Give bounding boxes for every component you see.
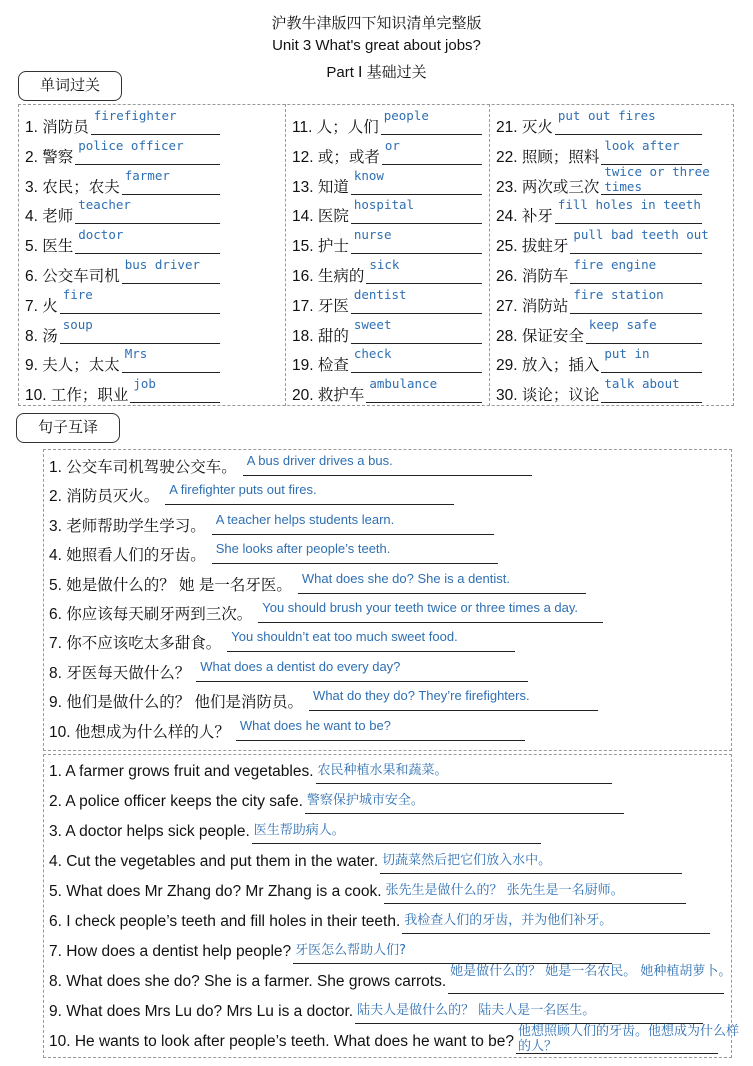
sentence-prompt: 9. What does Mrs Lu do? Mrs Lu is a doctor. <box>49 1003 354 1020</box>
vocab-answer-line[interactable] <box>601 194 702 195</box>
vocab-prompt: 8. 汤 <box>25 327 58 345</box>
vocab-answer-line[interactable] <box>122 194 220 195</box>
sentence-answer: You should brush your teeth twice or three times a day. <box>262 600 579 615</box>
vocab-answer-line[interactable] <box>122 283 220 284</box>
vocab-prompt: 5. 医生 <box>25 238 74 256</box>
vocab-answer: put out fires <box>557 108 656 123</box>
vocab-answer: police officer <box>78 137 184 153</box>
vocab-answer-line[interactable] <box>570 253 702 254</box>
vocab-answer-line[interactable] <box>555 223 702 224</box>
sentence-prompt: 1. A farmer grows fruit and vegetables. <box>49 763 314 780</box>
sentence-prompt: 10. He wants to look after people’s teeth. What does he want to be? <box>49 1033 515 1050</box>
vocab-answer: talk about <box>604 376 680 392</box>
unit-title: Unit 3 What's great about jobs? <box>272 37 481 54</box>
vocab-prompt: 21. 灭火 <box>496 119 553 136</box>
sentence-answer: She looks after people’s teeth. <box>215 541 391 557</box>
sentence-answer-line[interactable] <box>227 651 515 652</box>
sentence-answer: What does he want to be? <box>239 717 391 733</box>
vocab-answer: fire <box>62 286 93 302</box>
vocab-answer: doctor <box>78 227 124 243</box>
sentence-answer: A bus driver drives a bus. <box>246 453 393 468</box>
vocab-answer: bus driver <box>124 257 200 272</box>
vocab-answer: keep safe <box>588 316 657 332</box>
vocab-prompt: 26. 消防车 <box>496 268 569 285</box>
sentence-prompt: 1. 公交车司机驾驶公交车。 <box>49 459 237 476</box>
sentence-prompt: 8. 牙医每天做什么？ <box>49 664 191 682</box>
vocab-answer-line[interactable] <box>351 194 482 195</box>
sentence-answer-line[interactable] <box>212 534 494 535</box>
vocab-prompt: 18. 甜的 <box>292 327 349 345</box>
vocab-answer-line[interactable] <box>351 253 482 254</box>
vocab-prompt: 2. 警察 <box>25 148 74 166</box>
vocab-prompt: 3. 农民；农夫 <box>25 178 120 196</box>
vocab-answer: hospital <box>353 197 415 213</box>
sentence-answer: A firefighter puts out fires. <box>169 482 317 498</box>
sentence-answer: You shouldn’t eat too much sweet food. <box>231 629 458 645</box>
sentence-answer: 陆夫人是做什么的？ 陆夫人是一名医生。 <box>357 1003 596 1018</box>
vocab-prompt: 12. 或；或者 <box>292 148 380 166</box>
vocab-answer: soup <box>62 316 93 332</box>
sentence-answer-line[interactable] <box>316 783 613 784</box>
sentence-answer: 我检查人们的牙齿，并为他们补牙。 <box>404 913 613 928</box>
vocab-answer: put in <box>604 346 650 362</box>
vocab-answer: know <box>353 167 384 183</box>
vocab-answer-line[interactable] <box>351 343 482 344</box>
vocab-answer-line[interactable] <box>381 134 482 135</box>
vocab-prompt: 16. 生病的 <box>292 268 365 285</box>
vocab-answer: job <box>133 376 156 392</box>
vocab-prompt: 13. 知道 <box>292 178 349 196</box>
sentence-prompt: 6. I check people’s teeth and fill holes in their teeth. <box>49 913 401 930</box>
sentence-answer-line[interactable] <box>305 813 624 814</box>
vocab-answer: fire station <box>573 286 664 302</box>
sentence-prompt: 3. A doctor helps sick people. <box>49 823 250 840</box>
vocab-prompt: 22. 照顾；照料 <box>496 148 600 166</box>
vocab-prompt: 1. 消防员 <box>25 119 89 136</box>
vocab-answer-line[interactable] <box>586 343 702 344</box>
sentence-answer-line[interactable] <box>258 622 603 623</box>
vocab-prompt: 25. 拔蛀牙 <box>496 238 569 256</box>
sentence-answer-line[interactable] <box>243 475 532 476</box>
sentence-answer: 医生帮助病人。 <box>253 823 345 838</box>
sentence-answer: What do they do? They’re firefighters. <box>313 688 530 704</box>
vocab-answer: twice or three times <box>604 163 710 194</box>
vocab-answer-line[interactable] <box>601 402 702 403</box>
sentence-answer: 牙医怎么帮助人们? <box>295 943 407 958</box>
vocab-prompt: 9. 夫人；太太 <box>25 357 120 375</box>
vocab-answer-line[interactable] <box>570 313 702 314</box>
vocab-answer: firefighter <box>93 108 177 123</box>
vocab-answer: dentist <box>353 286 407 302</box>
vocab-answer-line[interactable] <box>601 372 702 373</box>
vocab-prompt: 23. 两次或三次 <box>496 178 600 196</box>
vocab-answer: nurse <box>353 227 392 243</box>
sentence-answer-line[interactable] <box>298 593 586 594</box>
vocab-answer: people <box>383 108 429 123</box>
vocab-answer: ambulance <box>369 376 438 392</box>
vocab-prompt: 28. 保证安全 <box>496 327 584 345</box>
vocab-answer-line[interactable] <box>60 343 220 344</box>
sentence-answer: 切蔬菜然后把它们放入水中。 <box>382 853 552 868</box>
sentence-answer-line[interactable] <box>309 710 598 711</box>
sentence-answer-line[interactable] <box>448 993 724 994</box>
sentence-answer-line[interactable] <box>402 933 710 934</box>
sentence-prompt: 2. A police officer keeps the city safe. <box>49 793 303 810</box>
sentence-prompt: 3. 老师帮助学生学习。 <box>49 517 206 535</box>
vocab-prompt: 7. 火 <box>25 297 58 315</box>
vocab-answer: fire engine <box>573 257 657 272</box>
vocab-answer-line[interactable] <box>382 164 482 165</box>
vocab-answer-line[interactable] <box>75 223 220 224</box>
vocab-answer-line[interactable] <box>351 313 482 314</box>
sentence-answer: What does she do? She is a dentist. <box>301 570 510 586</box>
section-tag-vocab: 单词过关 <box>18 71 122 101</box>
sentence-answer-line[interactable] <box>165 504 454 505</box>
sentence-answer: 农民种植水果和蔬菜。 <box>317 763 448 778</box>
vocab-answer-line[interactable] <box>351 223 482 224</box>
sentence-answer-line[interactable] <box>212 563 498 564</box>
sentence-answer: A teacher helps students learn. <box>215 511 395 527</box>
vocab-answer-line[interactable] <box>555 134 702 135</box>
sentence-answer-line[interactable] <box>252 843 541 844</box>
sentence-prompt: 4. Cut the vegetables and put them in the water. <box>49 853 379 870</box>
vocab-prompt: 27. 消防站 <box>496 297 569 315</box>
vocab-prompt: 17. 牙医 <box>292 297 349 315</box>
sentence-answer: What does a dentist do every day? <box>200 658 401 674</box>
sentence-prompt: 9. 他们是做什么的？ 他们是消防员。 <box>49 694 304 712</box>
section-tag-sentences: 句子互译 <box>16 413 120 443</box>
vocab-prompt: 4. 老师 <box>25 208 74 226</box>
sentence-answer: 她是做什么的？ 她是一名农民。 她种植胡萝卜。 <box>450 964 732 979</box>
vocab-answer: Mrs <box>124 346 148 362</box>
part-title: Part Ⅰ 基础过关 <box>326 64 427 81</box>
vocab-prompt: 19. 检查 <box>292 357 349 375</box>
vocab-answer-line[interactable] <box>91 134 220 135</box>
vocab-answer: look after <box>604 137 680 153</box>
vocab-answer-line[interactable] <box>130 402 220 403</box>
vocab-answer-line[interactable] <box>351 372 482 373</box>
sentence-answer: 警察保护城市安全。 <box>306 793 424 808</box>
doc-title: 沪教牛津版四下知识清单完整版 <box>271 15 482 32</box>
sentence-answer-line[interactable] <box>196 681 528 682</box>
sentence-answer: 他想照顾人们的牙齿。他想成为什么样的人？ <box>518 1024 740 1054</box>
vocab-prompt: 29. 放入；插入 <box>496 357 600 375</box>
vocab-answer: sweet <box>353 316 392 332</box>
sentence-answer-line[interactable] <box>380 873 682 874</box>
sentence-prompt: 8. What does she do? She is a farmer. She grows carrots. <box>49 973 447 990</box>
sentence-prompt: 5. What does Mr Zhang do? Mr Zhang is a cook. <box>49 883 382 900</box>
vocab-answer-line[interactable] <box>366 402 482 403</box>
sentence-answer-line[interactable] <box>384 903 686 904</box>
sentence-answer-line[interactable] <box>236 740 525 741</box>
vocab-answer-line[interactable] <box>75 164 220 165</box>
vocab-answer-line[interactable] <box>570 283 702 284</box>
vocab-prompt: 11. 人；人们 <box>292 119 379 136</box>
vocab-prompt: 14. 医院 <box>292 208 349 226</box>
vocab-prompt: 15. 护士 <box>292 238 349 256</box>
sentence-prompt: 5. 她是做什么的？ 她 是一名牙医。 <box>49 576 292 594</box>
vocab-prompt: 24. 补牙 <box>496 208 553 226</box>
vocab-answer: sick <box>369 257 400 272</box>
vocab-prompt: 6. 公交车司机 <box>25 268 120 285</box>
sentence-prompt: 4. 她照看人们的牙齿。 <box>49 547 206 565</box>
sentence-prompt: 10. 他想成为什么样的人？ <box>49 723 230 741</box>
vocab-answer: farmer <box>124 167 170 183</box>
vocab-answer-line[interactable] <box>60 313 220 314</box>
vocab-prompt: 20. 救护车 <box>292 387 365 405</box>
vocab-answer-line[interactable] <box>366 283 482 284</box>
vocab-answer: teacher <box>78 197 131 213</box>
vocab-answer-line[interactable] <box>75 253 220 254</box>
sentence-prompt: 6. 你应该每天刷牙两到三次。 <box>49 606 253 623</box>
sentence-prompt: 7. 你不应该吃太多甜食。 <box>49 635 222 653</box>
sentence-prompt: 7. How does a dentist help people? <box>49 943 292 960</box>
vocab-prompt: 30. 谈论；议论 <box>496 387 600 405</box>
vocab-answer-line[interactable] <box>122 372 220 373</box>
vocab-prompt: 10. 工作；职业 <box>25 387 129 405</box>
vocab-answer: or <box>384 137 400 153</box>
vocab-answer: fill holes in teeth <box>557 197 701 213</box>
sentence-answer: 张先生是做什么的？ 张先生是一名厨师。 <box>385 883 624 898</box>
vocab-answer: pull bad teeth out <box>573 227 709 243</box>
sentence-prompt: 2. 消防员灭火。 <box>49 488 160 506</box>
vocab-answer: check <box>353 346 392 362</box>
